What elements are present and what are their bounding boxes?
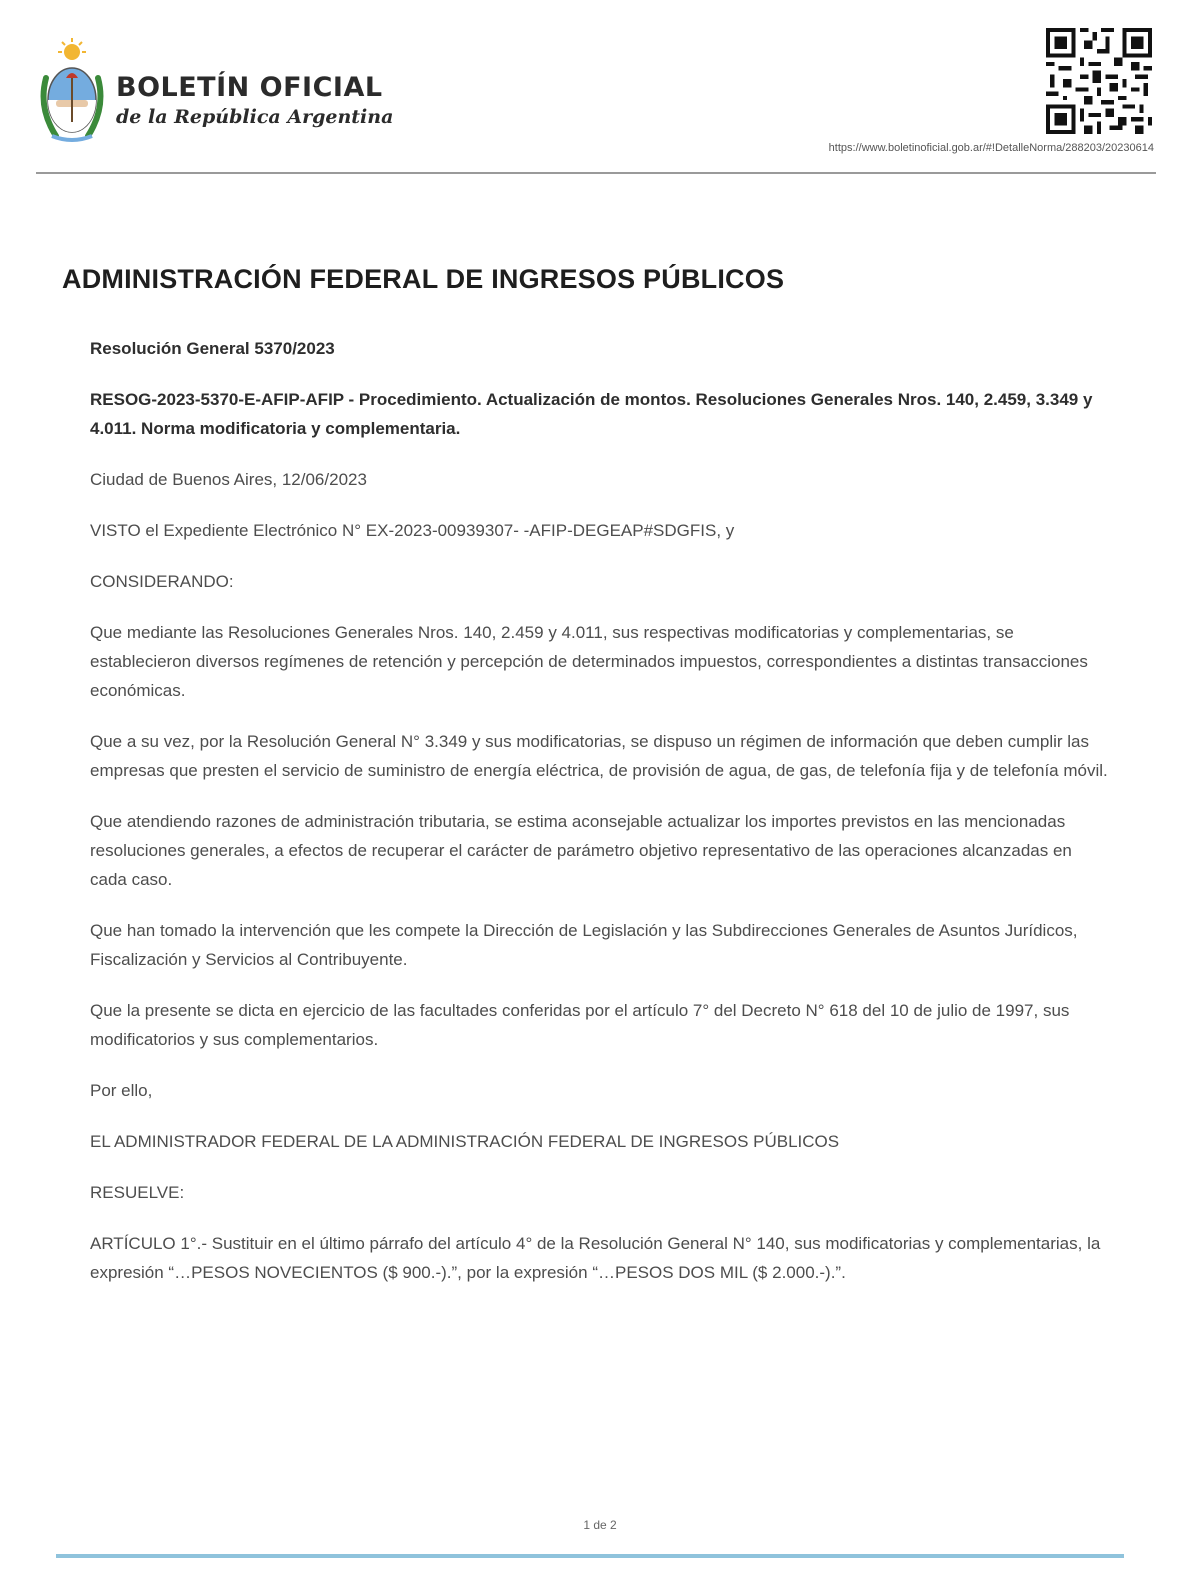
brand-subtitle: de la República Argentina: [116, 106, 394, 128]
resolution-subject: RESOG-2023-5370-E-AFIP-AFIP - Procedimiento. Actualización de montos. Resoluciones Generales Nros. 140, 2.459, 3.349 y 4.011. Norma modificatoria y complementaria.: [90, 390, 1093, 438]
resuelve-heading: RESUELVE:: [90, 1183, 185, 1202]
considerando-paragraph-5: Que la presente se dicta en ejercicio de las facultades conferidas por el artículo 7° del Decreto N° 618 del 10 de julio de 1997, sus modificatorios y sus complementarios.: [90, 1001, 1070, 1049]
considerando-paragraph-3: Que atendiendo razones de administración tributaria, se estima aconsejable actualizar los importes previstos en las mencionadas resoluciones generales, a efectos de recuperar el carácter de parámetro objetivo representativo de las operaciones alcanzadas en cada caso.: [90, 812, 1072, 889]
considerando-heading: CONSIDERANDO:: [90, 572, 234, 591]
brand-title: BOLETÍN OFICIAL: [116, 72, 383, 103]
article-1: ARTÍCULO 1°.- Sustituir en el último párrafo del artículo 4° de la Resolución General N° 140, sus modificatorias y complementarias, la expresión “…PESOS NOVECIENTOS ($ 900.-).”, por la expresión “…PESOS DOS MIL ($ 2.000.-).”.: [90, 1234, 1101, 1282]
footer-divider: [56, 1554, 1124, 1558]
document-url-link[interactable]: https://www.boletinoficial.gob.ar/#!DetalleNorma/288203/20230614: [828, 142, 1154, 154]
administrador-line: EL ADMINISTRADOR FEDERAL DE LA ADMINISTRACIÓN FEDERAL DE INGRESOS PÚBLICOS: [90, 1132, 840, 1151]
resolution-number: Resolución General 5370/2023: [90, 339, 335, 358]
considerando-paragraph-4: Que han tomado la intervención que les compete la Dirección de Legislación y las Subdirecciones Generales de Asuntos Jurídicos, Fiscalización y Servicios al Contribuyente.: [90, 921, 1078, 969]
qr-code-icon: [1046, 28, 1152, 134]
considerando-paragraph-1: Que mediante las Resoluciones Generales Nros. 140, 2.459 y 4.011, sus respectivas modificatorias y complementarias, se establecieron diversos regímenes de retención y percepción de determinados impuestos, correspondientes a distintas transacciones económicas.: [90, 623, 1088, 700]
visto-paragraph: VISTO el Expediente Electrónico N° EX-2023-00939307- -AFIP-DEGEAP#SDGFIS, y: [90, 521, 735, 540]
agency-title: ADMINISTRACIÓN FEDERAL DE INGRESOS PÚBLICOS: [62, 264, 785, 294]
coat-of-arms-icon: [36, 38, 108, 148]
por-ello: Por ello,: [90, 1081, 153, 1100]
header-divider: [36, 172, 1156, 174]
place-date: Ciudad de Buenos Aires, 12/06/2023: [90, 470, 367, 489]
page-number: 1 de 2: [583, 1518, 617, 1532]
considerando-paragraph-2: Que a su vez, por la Resolución General N° 3.349 y sus modificatorias, se dispuso un régimen de información que deben cumplir las empresas que presten el servicio de suministro de energía eléctrica, de provisión de agua, de gas, de telefonía fija y de telefonía móvil.: [90, 732, 1108, 780]
document-header: [0, 0, 1200, 180]
document-body: [90, 334, 1110, 1309]
